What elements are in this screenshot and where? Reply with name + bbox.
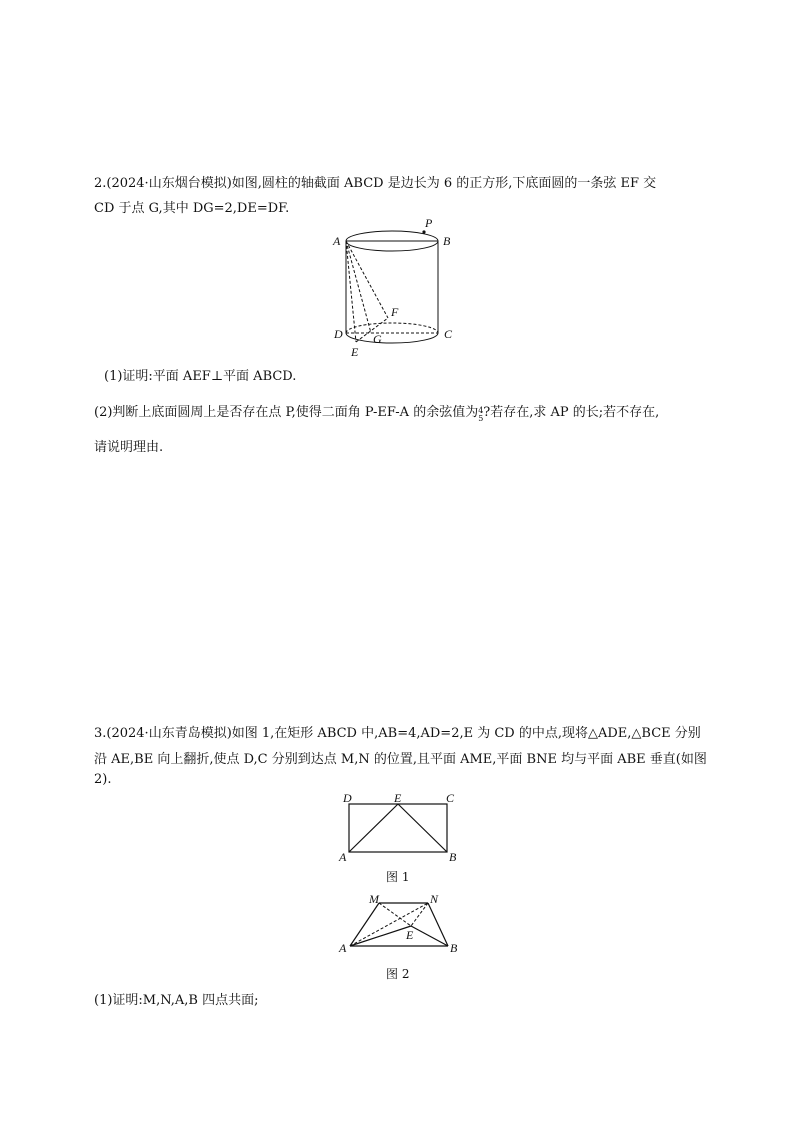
- segment-AM: [350, 903, 379, 946]
- q3-stem-line3: 2).: [94, 772, 112, 787]
- segment-ME: [379, 903, 411, 926]
- label-B: B: [443, 234, 451, 248]
- fig1-label-C: C: [446, 791, 455, 805]
- segment-BE: [398, 804, 447, 852]
- q3-stem-line2: 沿 AE,BE 向上翻折,使点 D,C 分别到达点 M,N 的位置,且平面 AME,平面 BNE 均与平面 ABE 垂直(如图: [94, 752, 707, 767]
- figure-2-caption: 图 2: [386, 967, 410, 981]
- bottom-ellipse-front: [346, 333, 438, 343]
- label-E: E: [351, 345, 359, 359]
- q2-part2-line1: [94, 401, 659, 423]
- q2-stem-line2: CD 于点 G,其中 DG=2,DE=DF.: [94, 201, 290, 216]
- q2-part1: (1)证明:平面 AEF⊥平面 ABCD.: [104, 369, 297, 384]
- q2-stem-line1: 2.(2024·山东烟台模拟)如图,圆柱的轴截面 ABCD 是边长为 6 的正方形,下底面圆的一条弦 EF 交: [94, 176, 657, 191]
- segment-AE: [349, 804, 398, 852]
- fig1-label-A: A: [339, 850, 347, 864]
- label-A: A: [333, 234, 341, 248]
- cylinder-figure: [330, 212, 465, 360]
- fig2-label-A: A: [339, 941, 347, 955]
- q3-part1: (1)证明:M,N,A,B 四点共面;: [94, 993, 259, 1008]
- fig1-label-E: E: [394, 791, 402, 805]
- q2-part2-text-b: ?若存在,求 AP 的长;若不存在,: [483, 405, 660, 420]
- q2-part2-text-a: (2)判断上底面圆周上是否存在点 P,使得二面角 P-EF-A 的余弦值为: [94, 405, 479, 420]
- label-P: P: [425, 216, 433, 230]
- fraction-numerator: 4: [478, 406, 484, 415]
- segment-BN: [428, 903, 448, 946]
- figure-1: [335, 790, 465, 866]
- point-P: [422, 230, 425, 233]
- segment-BE: [411, 926, 448, 946]
- segment-AG: [346, 241, 371, 333]
- segment-EF: [356, 318, 388, 342]
- label-G: G: [373, 332, 382, 346]
- fraction-denominator: 5: [478, 414, 484, 423]
- label-C: C: [444, 327, 453, 341]
- segment-AN: [350, 903, 428, 946]
- fig2-label-N: N: [430, 892, 439, 906]
- label-D: D: [334, 327, 343, 341]
- label-F: F: [391, 305, 399, 319]
- segment-AE: [350, 926, 411, 946]
- rectangle-ABCD: [349, 804, 447, 852]
- figure-2: [335, 888, 465, 958]
- fig1-label-B: B: [449, 850, 457, 864]
- fig2-label-B: B: [450, 941, 458, 955]
- fig2-label-M: M: [369, 892, 379, 906]
- q3-stem-line1: 3.(2024·山东青岛模拟)如图 1,在矩形 ABCD 中,AB=4,AD=2,E 为 CD 的中点,现将△ADE,△BCE 分别: [94, 726, 701, 741]
- bottom-ellipse-back: [346, 323, 438, 333]
- fig1-label-D: D: [343, 791, 352, 805]
- q2-part2-line2: 请说明理由.: [94, 440, 164, 455]
- figure-1-caption: 图 1: [386, 870, 410, 884]
- segment-NE: [411, 903, 428, 926]
- fig2-label-E: E: [406, 928, 414, 942]
